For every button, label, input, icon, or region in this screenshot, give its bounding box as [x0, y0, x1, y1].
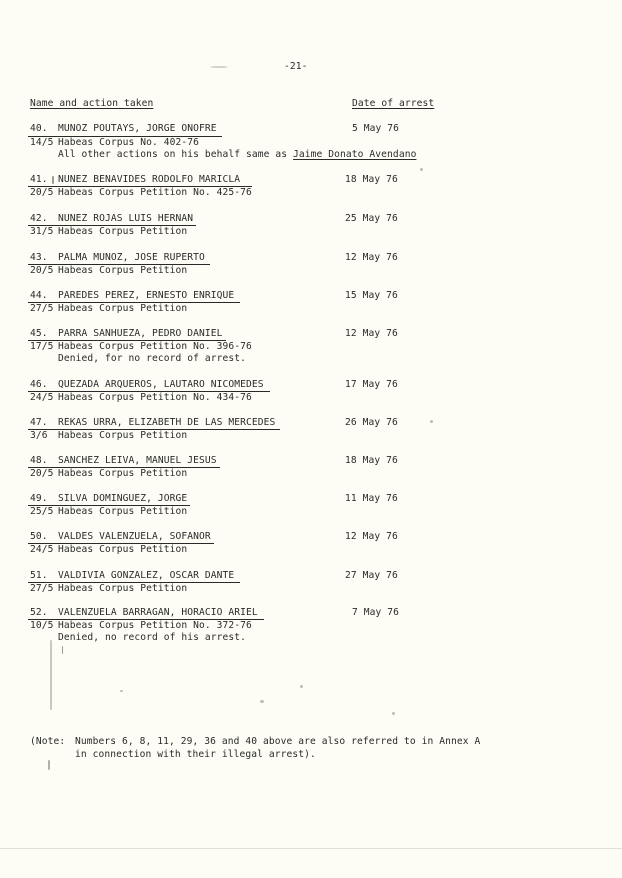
entry-code: 20/5 [30, 468, 54, 479]
entry-name: PALMA MUNOZ, JOSE RUPERTO [58, 252, 205, 263]
entry-action-line: Habeas Corpus No. 402-76 [58, 137, 200, 148]
entry-date: 18 May 76 [345, 455, 398, 466]
scan-speck [210, 66, 228, 68]
entry-number: 41. [30, 174, 48, 185]
entry-number: 40. [30, 123, 48, 134]
entry-name: SANCHEZ LEIVA, MANUEL JESUS [58, 455, 217, 466]
footnote-label: (Note: [30, 736, 66, 747]
entry-action-line: Habeas Corpus Petition [58, 226, 188, 237]
entry-action-line: Denied, no record of his arrest. [58, 632, 247, 643]
scan-speck [430, 420, 433, 423]
entry-action-line: Denied, for no record of arrest. [58, 353, 247, 364]
entry-name: MUNOZ POUTAYS, JORGE ONOFRE [58, 123, 217, 134]
entry-date: 12 May 76 [345, 252, 398, 263]
entry-name: VALENZUELA BARRAGAN, HORACIO ARIEL [58, 607, 258, 618]
entry-number: 50. [30, 531, 48, 542]
entry-name: SILVA DOMINGUEZ, JORGE [58, 493, 188, 504]
entry-date: 17 May 76 [345, 379, 398, 390]
scan-speck [0, 848, 622, 849]
entry-code: 27/5 [30, 303, 54, 314]
entry-action-line: Habeas Corpus Petition [58, 303, 188, 314]
entry-code: 3/6 [30, 430, 48, 441]
entry-name: PARRA SANHUEZA, PEDRO DANIEL [58, 328, 223, 339]
entry-action-line: Habeas Corpus Petition No. 425-76 [58, 187, 252, 198]
entry-action-line: Habeas Corpus Petition No. 434-76 [58, 392, 252, 403]
scan-speck [120, 690, 123, 692]
entry-name: REKAS URRA, ELIZABETH DE LAS MERCEDES [58, 417, 276, 428]
entry-code: 24/5 [30, 392, 54, 403]
entry-date: 11 May 76 [345, 493, 398, 504]
entry-note-name: Jaime Donato Avendano [293, 149, 417, 160]
entry-number: 44. [30, 290, 48, 301]
entry-code: 20/5 [30, 265, 54, 276]
entry-code: 14/5 [30, 137, 54, 148]
entry-number: 48. [30, 455, 48, 466]
entry-code: 20/5 [30, 187, 54, 198]
entry-note-prefix: All other actions on his behalf same as [58, 149, 294, 160]
entry-action-line: Habeas Corpus Petition [58, 430, 188, 441]
entry-action-line: Habeas Corpus Petition [58, 468, 188, 479]
entry-code: 10/5 [30, 620, 54, 631]
entry-date: 26 May 76 [345, 417, 398, 428]
entry-action-line: Habeas Corpus Petition [58, 544, 188, 555]
scan-speck [50, 640, 52, 710]
scan-speck [52, 176, 54, 184]
entry-number: 43. [30, 252, 48, 263]
entry-number: 46. [30, 379, 48, 390]
entry-name: PAREDES PEREZ, ERNESTO ENRIQUE [58, 290, 235, 301]
footnote-line: Numbers 6, 8, 11, 29, 36 and 40 above are also referred to in Annex A [75, 736, 481, 747]
entry-number: 47. [30, 417, 48, 428]
entry-date: 25 May 76 [345, 213, 398, 224]
entry-number: 51. [30, 570, 48, 581]
entry-number: 49. [30, 493, 48, 504]
entry-code: 31/5 [30, 226, 54, 237]
entry-date: 5 May 76 [352, 123, 400, 134]
entry-name: NUNEZ BENAVIDES RODOLFO MARICLA [58, 174, 241, 185]
scan-speck [420, 168, 423, 171]
entry-note-line [58, 149, 416, 161]
entry-number: 52. [30, 607, 48, 618]
entry-date: 7 May 76 [352, 607, 400, 618]
entry-name: NUNEZ ROJAS LUIS HERNAN [58, 213, 194, 224]
entry-action-line: Habeas Corpus Petition [58, 265, 188, 276]
scan-speck [260, 700, 264, 703]
entry-date: 12 May 76 [345, 328, 398, 339]
entry-action-line: Habeas Corpus Petition [58, 583, 188, 594]
entry-name: VALDIVIA GONZALEZ, OSCAR DANTE [58, 570, 235, 581]
entry-action-line: Habeas Corpus Petition No. 396-76 [58, 341, 252, 352]
entry-date: 12 May 76 [345, 531, 398, 542]
scan-speck [48, 760, 50, 770]
scan-speck [300, 685, 303, 688]
entry-date: 18 May 76 [345, 174, 398, 185]
scan-speck [62, 646, 69, 654]
footnote-line: in connection with their illegal arrest). [75, 749, 316, 760]
entry-code: 17/5 [30, 341, 54, 352]
scan-speck [392, 712, 395, 715]
entry-code: 27/5 [30, 583, 54, 594]
entry-code: 25/5 [30, 506, 54, 517]
header-name-action: Name and action taken [30, 98, 154, 109]
entry-number: 45. [30, 328, 48, 339]
entry-name: VALDES VALENZUELA, SOFANOR [58, 531, 211, 542]
entry-code: 24/5 [30, 544, 54, 555]
entry-name: QUEZADA ARQUEROS, LAUTARO NICOMEDES [58, 379, 264, 390]
entry-action-line: Habeas Corpus Petition No. 372-76 [58, 620, 252, 631]
header-date-of-arrest: Date of arrest [352, 98, 435, 109]
entry-number: 42. [30, 213, 48, 224]
entry-date: 27 May 76 [345, 570, 398, 581]
entry-date: 15 May 76 [345, 290, 398, 301]
entry-action-line: Habeas Corpus Petition [58, 506, 188, 517]
page-number: -21- [284, 61, 308, 72]
